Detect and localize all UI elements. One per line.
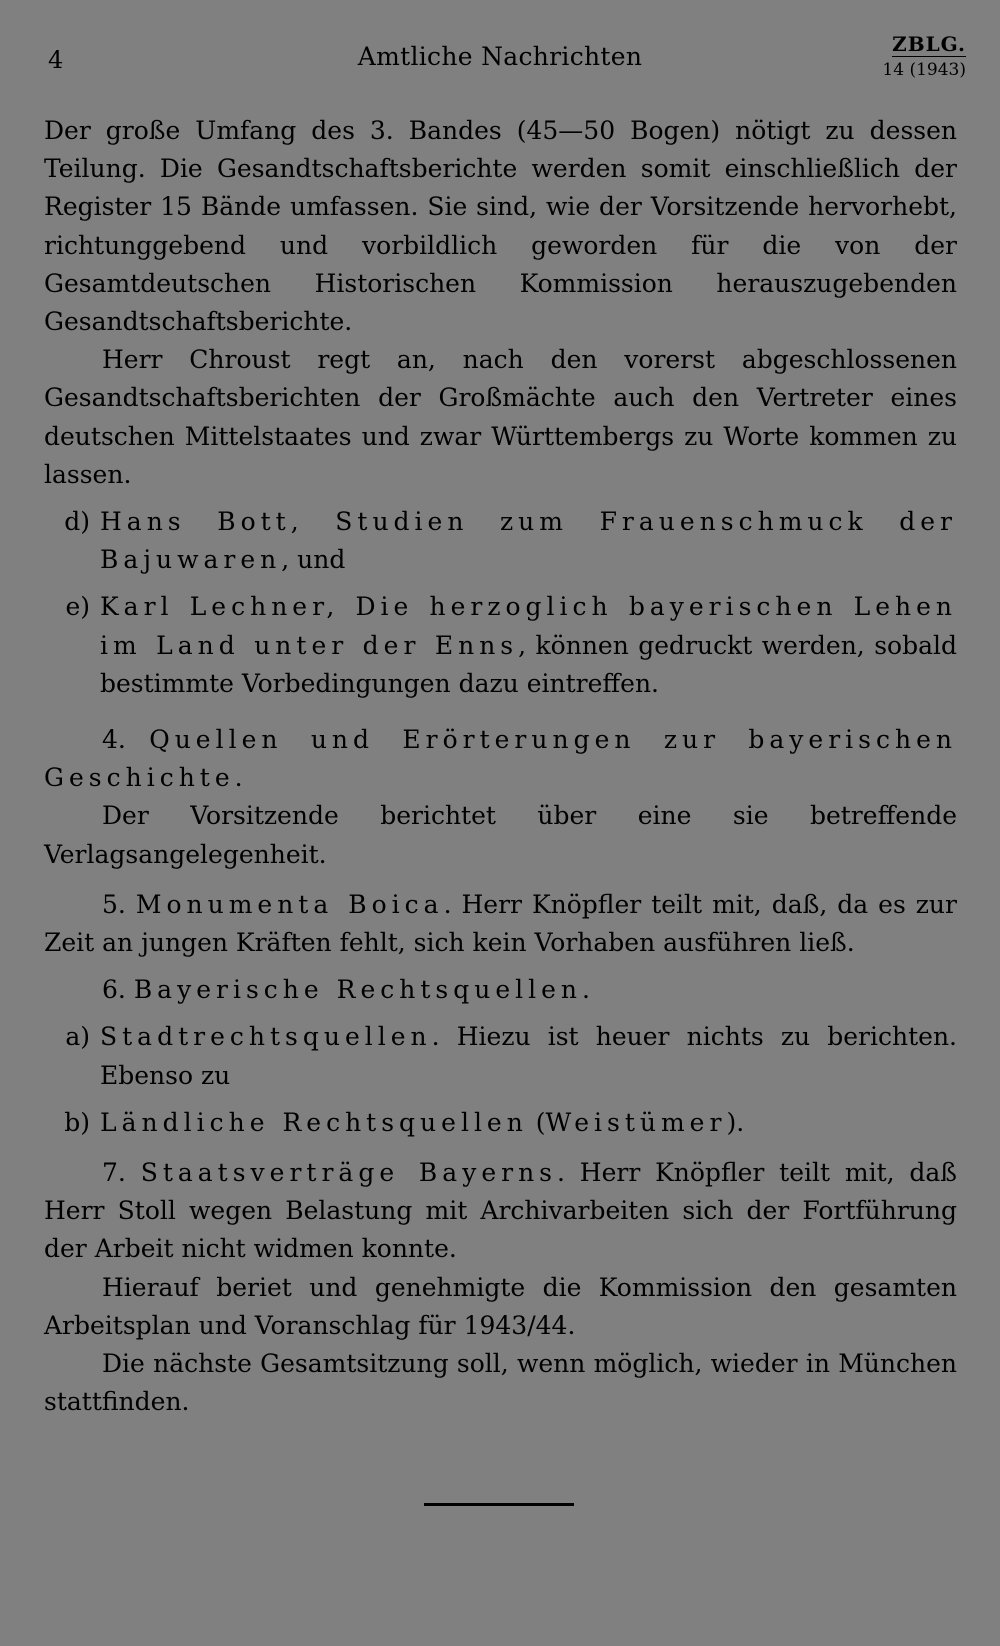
section-text: Herr Knöpfler teilt mit, daß, da es zur Zeit an jungen Kräften fehlt, sich kein Vorhaben ausführen ließ. — [44, 889, 957, 958]
item-title: Stadtrechtsquellen — [100, 1022, 432, 1052]
list-item-a — [44, 1018, 957, 1094]
item-label: d) — [64, 507, 90, 537]
item-text: Hans Bott, Studien zum Frauenschmuck der Bajuwaren, und — [100, 507, 957, 575]
section-title: Bayerische Rechtsquellen — [133, 975, 583, 1005]
paragraph-verlag: Der Vorsitzende berichtet über eine sie betreffende Verlagsangelegenheit. — [44, 801, 957, 869]
section-number: 7. — [102, 1158, 126, 1188]
item-text — [100, 1018, 957, 1094]
item-text: Karl Lechner, Die herzoglich bayerischen Lehen im Land unter der Enns, können gedruckt werden, sobald bestimmte Vorbedingungen dazu eintreffen. — [100, 592, 957, 698]
item-tail: , und — [281, 545, 346, 575]
section-7: 7. Staatsverträge Bayerns. Herr Knöpfler teilt mit, daß Herr Stoll wegen Belastung mit Archivarbeiten sich der Fortführung der Arbeit nicht widmen konnte. — [44, 1158, 957, 1264]
item-author: Hans Bott — [100, 507, 291, 537]
item-tail: . Hiezu ist heuer nichts zu berichten. Ebenso zu — [100, 1022, 957, 1090]
section-4-heading: 4. Quellen und Erörterungen zur bayerischen Geschichte. — [44, 725, 957, 793]
item-label: a) — [65, 1022, 90, 1052]
section-6-heading: 6. Bayerische Rechtsquellen. — [102, 975, 590, 1005]
journal-abbreviation: ZBLG. — [892, 32, 966, 56]
item-tail: , können gedruckt werden, sobald bestimmte Vorbedingungen dazu eintreffen. — [100, 630, 957, 698]
end-rule — [424, 1503, 574, 1506]
journal-reference — [882, 32, 966, 82]
item-subtitle: Weistümer — [545, 1107, 727, 1137]
paragraph-chroust: Herr Chroust regt an, nach den vorerst abgeschlossenen Gesandtschaftsberichten der Großmächte auch den Vertreter eines deutschen Mittelstaates und zwar Württembergs zu Worte kommen zu lassen. — [44, 345, 957, 489]
paragraph-gesamtsitzung: Die nächste Gesamtsitzung soll, wenn möglich, wieder in München stattfinden. — [44, 1349, 957, 1417]
section-number: 6. — [102, 975, 126, 1005]
list-item-d — [44, 503, 957, 579]
page-number: 4 — [48, 46, 64, 74]
item-label: b) — [64, 1107, 90, 1137]
section-title: Staatsverträge Bayerns — [140, 1158, 558, 1188]
list-item-e — [44, 588, 957, 703]
page-body — [44, 112, 957, 1422]
section-number: 4. — [102, 725, 126, 755]
item-text: Ländliche Rechtsquellen (Weistümer). — [100, 1107, 745, 1137]
item-title: Ländliche Rechtsquellen — [100, 1107, 528, 1137]
journal-issue: 14 (1943) — [882, 60, 966, 80]
section-text: Herr Knöpfler teilt mit, daß Herr Stoll wegen Belastung mit Archivarbeiten sich der Fortführung der Arbeit nicht widmen konnte. — [44, 1158, 957, 1264]
section-number: 5. — [102, 889, 126, 919]
item-title: Die herzoglich bayerischen Lehen im Land unter der Enns — [100, 592, 957, 660]
paragraph-gesandtschaftsberichte: Der große Umfang des 3. Bandes (45—50 Bogen) nötigt zu dessen Teilung. Die Gesandtschaftsberichte werden somit einschließlich der Register 15 Bände umfassen. Sie sind, wie der Vorsitzende hervorhebt, richtunggebend und vorbildlich geworden für die von der Gesamtdeutschen Historischen Kommission herauszugebenden Gesandtschaftsberichte. — [44, 116, 957, 337]
page-header — [0, 0, 1000, 100]
section-5: 5. Monumenta Boica. Herr Knöpfler teilt mit, daß, da es zur Zeit an jungen Kräften fehlt, sich kein Vorhaben ausführen ließ. — [44, 889, 957, 958]
section-title: Quellen und Erörterungen zur bayerischen Geschichte — [44, 725, 957, 793]
item-title: Studien zum Frauenschmuck der Bajuwaren — [100, 507, 957, 575]
section-title: Monumenta Boica — [135, 889, 444, 919]
item-label: e) — [65, 592, 90, 622]
running-title: Amtliche Nachrichten — [357, 42, 643, 71]
list-item-b — [44, 1104, 957, 1142]
paragraph-arbeitsplan: Hierauf beriet und genehmigte die Kommission den gesamten Arbeitsplan und Voranschlag für 1943/44. — [44, 1272, 957, 1340]
item-author: Karl Lechner — [100, 592, 327, 622]
